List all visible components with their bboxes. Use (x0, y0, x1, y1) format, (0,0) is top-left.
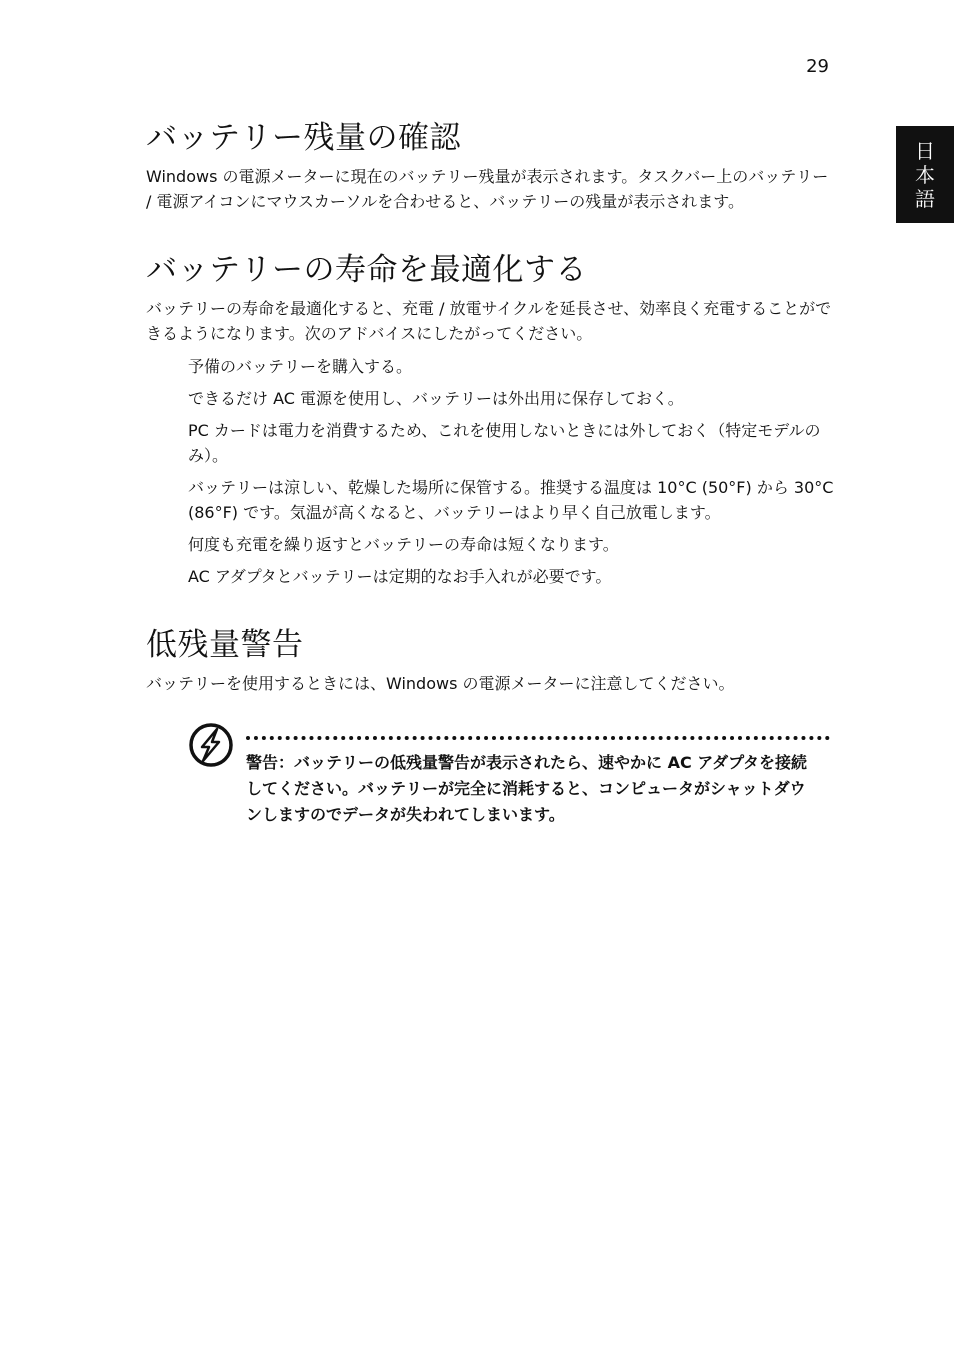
section-battery-life (146, 248, 836, 589)
section-title: バッテリー残量の確認 (146, 120, 461, 156)
language-tab (896, 126, 954, 223)
section-paragraph: バッテリーの寿命を最適化すると、充電 / 放電サイクルを延長させ、効率良く充電することができるようになります。次のアドバイスにしたがってください。 (146, 299, 832, 343)
list-item: 予備のバッテリーを購入する。 (188, 357, 413, 376)
page-content (146, 116, 836, 834)
language-tab-char: 日 (915, 138, 935, 163)
tips-list (146, 354, 836, 589)
page-number: 29 (806, 56, 829, 77)
divider (246, 736, 830, 740)
section-low-battery-warning (146, 623, 836, 696)
language-tab-char: 語 (915, 186, 935, 211)
warning-text: 警告：バッテリーの低残量警告が表示されたら、速やかに AC アダプタを接続してください。バッテリーが完全に消耗すると、コンピュータがシャットダウンしますのでデータが失われてしまいます。 (246, 753, 808, 824)
section-paragraph: バッテリーを使用するときには、Windows の電源メーターに注意してください。 (146, 674, 735, 693)
section-title: バッテリーの寿命を最適化する (146, 252, 587, 288)
list-item: できるだけ AC 電源を使用し、バッテリーは外出用に保存しておく。 (188, 389, 684, 408)
section-battery-level (146, 116, 836, 214)
list-item: バッテリーは涼しい、乾燥した場所に保管する。推奨する温度は 10°C (50°F) から 30°C (86°F) です。気温が高くなると、バッテリーはより早く自己放電します。 (188, 478, 834, 522)
list-item: AC アダプタとバッテリーは定期的なお手入れが必要です。 (188, 567, 612, 586)
list-item: 何度も充電を繰り返すとバッテリーの寿命は短くなります。 (188, 535, 619, 554)
lightning-warning-icon (188, 722, 234, 768)
section-title: 低残量警告 (146, 627, 304, 663)
list-item: PC カードは電力を消費するため、これを使用しないときには外しておく（特定モデルのみ）。 (188, 421, 821, 465)
warning-box (146, 714, 836, 834)
section-paragraph: Windows の電源メーターに現在のバッテリー残量が表示されます。タスクバー上のバッテリー / 電源アイコンにマウスカーソルを合わせると、バッテリーの残量が表示されます。 (146, 167, 829, 211)
language-tab-char: 本 (915, 162, 935, 187)
